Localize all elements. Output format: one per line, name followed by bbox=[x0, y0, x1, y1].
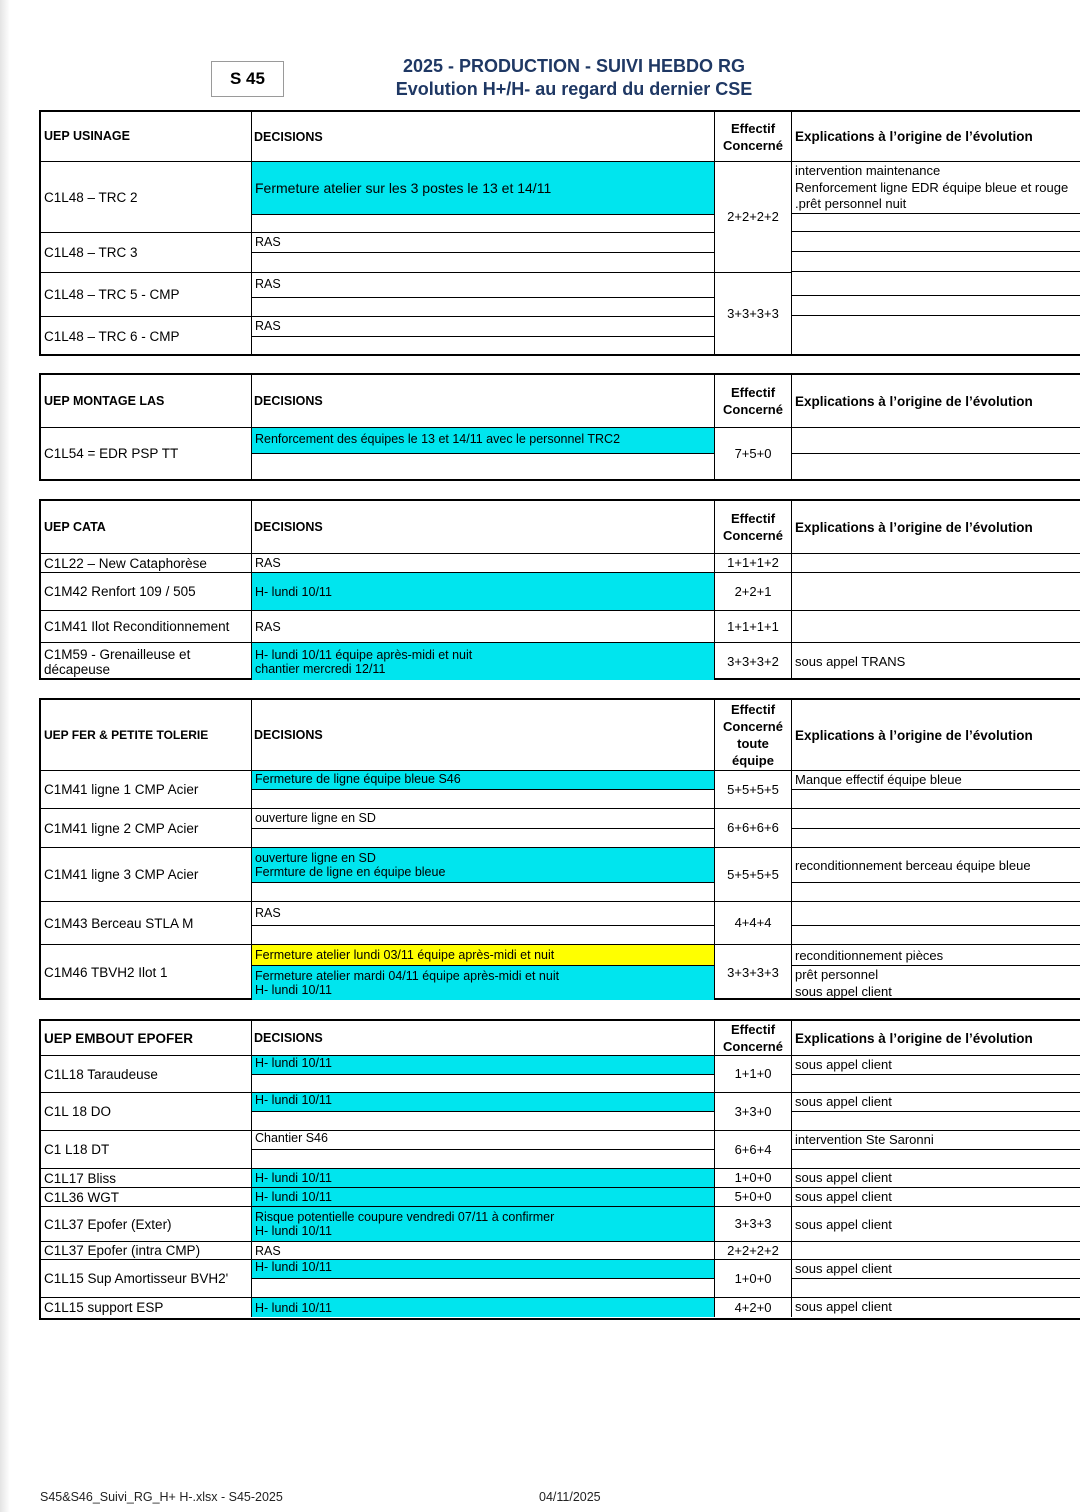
section-name: UEP EMBOUT EPOFER bbox=[44, 1030, 194, 1046]
line-label: C1M41 ligne 1 CMP Acier bbox=[44, 782, 199, 797]
decision-line: Renforcement des équipes le 13 et 14/11 avec le personnel TRC2 bbox=[252, 428, 714, 454]
line-label: C1L37 Epofer (Exter) bbox=[44, 1216, 172, 1232]
effectif-value: 1+0+0 bbox=[714, 1260, 791, 1297]
explication-line bbox=[792, 902, 1080, 926]
decisions-header: DECISIONS bbox=[251, 375, 714, 427]
decision-line: Fermeture atelier sur les 3 postes le 13 et 14/11 bbox=[252, 162, 714, 215]
line-label: C1M42 Renfort 109 / 505 bbox=[44, 584, 196, 599]
table-row bbox=[41, 1187, 1080, 1206]
line-label: C1 L18 DT bbox=[44, 1142, 110, 1157]
footer-date: 04/11/2025 bbox=[539, 1490, 601, 1504]
explication-cell bbox=[791, 771, 1080, 808]
effectif-value: 6+6+4 bbox=[714, 1131, 791, 1168]
explication-cell bbox=[791, 848, 1080, 901]
decision-line bbox=[252, 883, 714, 901]
effectif-value: 7+5+0 bbox=[714, 428, 791, 479]
decision-line bbox=[252, 298, 714, 316]
effectif-header bbox=[714, 375, 791, 427]
decision-cell bbox=[251, 643, 714, 680]
section-name: UEP MONTAGE LAS bbox=[44, 393, 165, 408]
decision-line: RAS bbox=[252, 317, 714, 337]
line-label: C1L22 – New Cataphorèse bbox=[44, 555, 207, 571]
decision-line bbox=[252, 790, 714, 808]
effectif-value: 6+6+6+6 bbox=[714, 809, 791, 847]
explication-line bbox=[792, 454, 1080, 479]
decisions-header: DECISIONS bbox=[251, 501, 714, 553]
week-label: S 45 bbox=[211, 61, 284, 97]
decision-cell bbox=[251, 771, 714, 808]
explication-line: reconditionnement berceau équipe bleue bbox=[792, 848, 1080, 883]
decision-cell bbox=[251, 1188, 714, 1206]
decision-line: RAS bbox=[255, 1243, 281, 1258]
decision-cell bbox=[251, 573, 714, 610]
line-label: C1M41 ligne 3 CMP Acier bbox=[44, 867, 199, 882]
explication-cell bbox=[791, 573, 1080, 610]
decision-cell bbox=[251, 317, 714, 355]
explication-line bbox=[792, 554, 1080, 572]
explication-line: sous appel client bbox=[795, 1189, 892, 1204]
explication-cell bbox=[791, 1260, 1080, 1297]
explication-line: Manque effectif équipe bleue bbox=[792, 771, 1080, 790]
decision-block bbox=[252, 966, 714, 1000]
section-header bbox=[41, 1021, 1080, 1055]
section-cata bbox=[39, 499, 1080, 680]
decision-line: Risque potentielle coupure vendredi 07/11 à confirmer bbox=[255, 1210, 555, 1224]
explication-line: reconditionnement pièces bbox=[792, 945, 1080, 966]
usinage-body bbox=[41, 161, 1080, 355]
table-row bbox=[41, 1297, 1080, 1317]
effectif-header-line: Effectif bbox=[730, 385, 776, 400]
effectif-header bbox=[714, 1021, 791, 1055]
effectif-header-line: Concerné bbox=[723, 528, 783, 543]
explication-line: sous appel client bbox=[792, 1093, 1080, 1112]
line-label bbox=[41, 643, 251, 680]
explication-cell bbox=[791, 902, 1080, 944]
effectif-header bbox=[714, 700, 791, 770]
explication-line bbox=[792, 573, 1080, 610]
explication-line bbox=[792, 1242, 1080, 1259]
decision-cell bbox=[251, 1242, 714, 1259]
decisions-header: DECISIONS bbox=[251, 700, 714, 770]
effectif-column bbox=[714, 162, 791, 355]
decision-line: H- lundi 10/11 bbox=[252, 1056, 714, 1075]
effectif-header-line: Concerné bbox=[723, 137, 783, 153]
explication-line: sous appel client bbox=[795, 1170, 892, 1185]
effectif-value: 3+3+3+3 bbox=[727, 306, 779, 321]
explication-line bbox=[792, 809, 1080, 829]
effectif-value: 5+0+0 bbox=[714, 1188, 791, 1206]
explication-cell bbox=[791, 1056, 1080, 1092]
explication-cell bbox=[791, 1207, 1080, 1241]
effectif-header-line: équipe bbox=[732, 753, 774, 768]
table-row bbox=[41, 944, 1080, 1000]
explications-header: Explications à l’origine de l’évolution bbox=[791, 1021, 1080, 1055]
decision-line bbox=[252, 926, 714, 944]
section-name: UEP CATA bbox=[44, 519, 106, 534]
table-row bbox=[41, 316, 714, 355]
explication-line bbox=[792, 296, 1080, 316]
decision-cell bbox=[251, 273, 714, 316]
decision-line: H- lundi 10/11 bbox=[252, 573, 714, 610]
line-label: C1L48 – TRC 6 - CMP bbox=[44, 328, 180, 344]
table-row bbox=[41, 1241, 1080, 1259]
effectif-value: 3+3+3 bbox=[714, 1207, 791, 1241]
explication-cell bbox=[791, 428, 1080, 479]
effectif-value: 1+0+0 bbox=[714, 1169, 791, 1187]
page-title bbox=[330, 55, 818, 101]
line-label: C1L48 – TRC 5 - CMP bbox=[44, 287, 180, 302]
explication-cell bbox=[791, 1131, 1080, 1168]
effectif-header-line: Concerné bbox=[723, 1039, 783, 1054]
decision-cell bbox=[251, 1260, 714, 1297]
explication-line: sous appel client bbox=[795, 984, 892, 999]
table-row bbox=[41, 901, 1080, 944]
decision-line: RAS bbox=[252, 273, 714, 298]
explication-line bbox=[792, 316, 1080, 355]
explication-line bbox=[792, 1279, 1080, 1297]
explication-line: prêt personnel bbox=[795, 967, 879, 982]
effectif-header-line: Effectif bbox=[730, 120, 776, 136]
page-edge-shadow bbox=[0, 0, 10, 1512]
section-header bbox=[41, 375, 1080, 427]
explication-cell bbox=[791, 945, 1080, 1000]
effectif-header bbox=[714, 501, 791, 553]
line-label: C1L15 Sup Amortisseur BVH2' bbox=[44, 1271, 229, 1286]
table-row bbox=[41, 1092, 1080, 1130]
explication-cell bbox=[791, 1188, 1080, 1206]
decisions-header: DECISIONS bbox=[251, 1021, 714, 1055]
section-header bbox=[41, 501, 1080, 553]
explications-header: Explications à l’origine de l’évolution bbox=[791, 112, 1080, 161]
decision-line: Fermture de ligne en équipe bleue bbox=[255, 865, 446, 879]
footer-filename: S45&S46_Suivi_RG_H+ H-.xlsx - S45-2025 bbox=[40, 1490, 283, 1504]
decision-line bbox=[252, 829, 714, 847]
line-label-part: décapeuse bbox=[44, 661, 111, 677]
line-label: C1L 18 DO bbox=[44, 1104, 112, 1119]
line-label: C1L48 – TRC 2 bbox=[44, 189, 138, 205]
table-row bbox=[41, 572, 1080, 610]
table-row bbox=[41, 1206, 1080, 1241]
effectif-value: 3+3+3+2 bbox=[714, 643, 791, 680]
table-row bbox=[41, 232, 714, 272]
section-header bbox=[41, 700, 1080, 770]
line-label: C1L18 Taraudeuse bbox=[44, 1066, 158, 1082]
decision-line: H- lundi 10/11 bbox=[255, 1224, 332, 1238]
effectif-value: 3+3+3+3 bbox=[714, 945, 791, 1000]
explication-line bbox=[792, 1075, 1080, 1092]
section-fer bbox=[39, 698, 1080, 1000]
decision-block bbox=[252, 848, 714, 883]
decision-line: RAS bbox=[255, 619, 281, 634]
effectif-value: 4+2+0 bbox=[714, 1298, 791, 1317]
explication-cell bbox=[791, 809, 1080, 847]
decision-cell bbox=[251, 162, 714, 232]
explication-line bbox=[792, 252, 1080, 272]
table-row bbox=[41, 610, 1080, 642]
line-label-part: C1M59 - Grenailleuse et bbox=[44, 646, 191, 662]
effectif-header-line: Concerné bbox=[723, 719, 783, 734]
decision-line: H- lundi 10/11 bbox=[252, 1298, 714, 1317]
effectif-value: 2+2+2+2 bbox=[714, 1242, 791, 1259]
section-embout bbox=[39, 1019, 1080, 1320]
effectif-value: 5+5+5+5 bbox=[714, 771, 791, 808]
decision-line: H- lundi 10/11 bbox=[252, 1260, 714, 1279]
decision-cell bbox=[251, 1131, 714, 1168]
decision-line: H- lundi 10/11 bbox=[252, 1188, 714, 1206]
effectif-value: 1+1+1+1 bbox=[714, 611, 791, 642]
explications-header: Explications à l’origine de l’évolution bbox=[791, 375, 1080, 427]
decision-cell bbox=[251, 848, 714, 901]
decision-line bbox=[252, 215, 714, 232]
explication-line bbox=[792, 272, 1080, 296]
decision-line: H- lundi 10/11 bbox=[252, 1169, 714, 1187]
line-label: C1M41 ligne 2 CMP Acier bbox=[44, 820, 199, 836]
explication-line bbox=[792, 1150, 1080, 1168]
decision-line: Chantier S46 bbox=[252, 1131, 714, 1150]
explication-line: sous appel TRANS bbox=[795, 654, 906, 669]
table-row bbox=[41, 770, 1080, 808]
decision-line bbox=[252, 1112, 714, 1130]
effectif-header-line: Concerné bbox=[723, 402, 783, 417]
decision-line: ouverture ligne en SD bbox=[252, 809, 714, 829]
decision-line: Fermeture atelier mardi 04/11 équipe après-midi et nuit bbox=[255, 969, 560, 983]
explication-line: Renforcement ligne EDR équipe bleue et rouge bbox=[795, 180, 1069, 195]
table-row bbox=[41, 808, 1080, 847]
decision-line: H- lundi 10/11 bbox=[252, 1093, 714, 1112]
explication-line: sous appel client bbox=[792, 1056, 1080, 1075]
decision-cell bbox=[251, 611, 714, 642]
effectif-header-line: toute bbox=[737, 736, 769, 751]
effectif-value: 1+1+0 bbox=[714, 1056, 791, 1092]
decision-cell bbox=[251, 809, 714, 847]
table-row bbox=[41, 1168, 1080, 1187]
effectif-value: 1+1+1+2 bbox=[714, 554, 791, 572]
decision-line bbox=[252, 337, 714, 355]
explication-line bbox=[792, 214, 1080, 232]
explication-cell bbox=[791, 1242, 1080, 1259]
table-row bbox=[41, 272, 714, 316]
decision-line bbox=[252, 1150, 714, 1168]
explication-line bbox=[792, 883, 1080, 901]
table-row bbox=[41, 847, 1080, 901]
decisions-header: DECISIONS bbox=[251, 112, 714, 161]
line-label: C1M41 Ilot Reconditionnement bbox=[44, 619, 230, 634]
section-usinage bbox=[39, 110, 1080, 356]
effectif-value: 5+5+5+5 bbox=[714, 848, 791, 901]
line-label: C1L37 Epofer (intra CMP) bbox=[44, 1243, 201, 1258]
section-header bbox=[41, 112, 1080, 161]
table-row bbox=[41, 642, 1080, 680]
table-row bbox=[41, 1130, 1080, 1168]
line-label: C1L48 – TRC 3 bbox=[44, 245, 138, 260]
decision-line bbox=[252, 253, 714, 272]
usinage-left bbox=[41, 162, 714, 355]
effectif-header-line: Effectif bbox=[730, 1022, 776, 1037]
decision-line: ouverture ligne en SD bbox=[255, 851, 376, 865]
explications-header: Explications à l’origine de l’évolution bbox=[791, 501, 1080, 553]
decision-line: RAS bbox=[255, 556, 281, 570]
effectif-value: 2+2+1 bbox=[714, 573, 791, 610]
explication-line: sous appel client bbox=[795, 1216, 892, 1232]
title-line-1: 2025 - PRODUCTION - SUIVI HEBDO RG bbox=[402, 56, 746, 76]
explication-cell bbox=[791, 611, 1080, 642]
explication-line bbox=[792, 926, 1080, 944]
title-line-2: Evolution H+/H- au regard du dernier CSE bbox=[395, 79, 753, 99]
decision-cell bbox=[251, 1056, 714, 1092]
explication-line bbox=[792, 829, 1080, 847]
line-label: C1L54 = EDR PSP TT bbox=[44, 446, 179, 461]
decision-line bbox=[252, 1279, 714, 1297]
explications-header: Explications à l’origine de l’évolution bbox=[791, 700, 1080, 770]
decision-cell bbox=[251, 945, 714, 1000]
decision-cell bbox=[251, 902, 714, 944]
table-row bbox=[41, 553, 1080, 572]
decision-cell bbox=[251, 1093, 714, 1130]
decision-cell bbox=[251, 428, 714, 479]
table-row bbox=[41, 162, 714, 232]
explication-cell bbox=[791, 1169, 1080, 1187]
decision-line bbox=[252, 454, 714, 479]
table-row bbox=[41, 1055, 1080, 1092]
decision-line: H- lundi 10/11 équipe après-midi et nuit bbox=[255, 647, 473, 662]
explication-cell bbox=[791, 1298, 1080, 1317]
line-label: C1L17 Bliss bbox=[44, 1170, 117, 1186]
effectif-header-line: Effectif bbox=[730, 702, 776, 717]
explication-line: intervention maintenance bbox=[795, 163, 941, 178]
decision-line: Fermeture de ligne équipe bleue S46 bbox=[252, 771, 714, 790]
line-label: C1L36 WGT bbox=[44, 1189, 120, 1205]
explication-line: sous appel client bbox=[795, 1299, 892, 1314]
explication-cell bbox=[791, 643, 1080, 680]
effectif-value: 3+3+0 bbox=[714, 1093, 791, 1130]
explication-line: intervention Ste Saronni bbox=[792, 1131, 1080, 1150]
explication-line bbox=[792, 790, 1080, 808]
effectif-header-line: Effectif bbox=[730, 511, 776, 526]
decision-line: RAS bbox=[252, 902, 714, 926]
explication-line: sous appel client bbox=[792, 1260, 1080, 1279]
decision-cell bbox=[251, 233, 714, 272]
explication-line bbox=[792, 232, 1080, 252]
decision-cell bbox=[251, 554, 714, 572]
explications-column bbox=[791, 162, 1080, 355]
decision-line: H- lundi 10/11 bbox=[255, 983, 332, 997]
table-row bbox=[41, 1259, 1080, 1297]
explication-cell bbox=[791, 554, 1080, 572]
section-name: UEP USINAGE bbox=[44, 129, 130, 143]
line-label: C1L15 support ESP bbox=[44, 1300, 164, 1315]
explication-line: .prêt personnel nuit bbox=[792, 196, 1080, 214]
decision-cell bbox=[251, 1298, 714, 1317]
line-label: C1M46 TBVH2 Ilot 1 bbox=[44, 965, 168, 980]
decision-line: chantier mercredi 12/11 bbox=[255, 661, 386, 676]
decision-line bbox=[252, 1075, 714, 1092]
line-label: C1M43 Berceau STLA M bbox=[44, 915, 194, 931]
effectif-header bbox=[714, 112, 791, 161]
decision-cell bbox=[251, 1169, 714, 1187]
explication-cell bbox=[791, 1093, 1080, 1130]
effectif-value: 4+4+4 bbox=[714, 902, 791, 944]
decision-cell bbox=[251, 1207, 714, 1241]
table-row bbox=[41, 427, 1080, 479]
section-montage bbox=[39, 373, 1080, 481]
explication-line bbox=[792, 611, 1080, 642]
decision-line: Fermeture atelier lundi 03/11 équipe après-midi et nuit bbox=[252, 945, 714, 966]
decision-line: RAS bbox=[252, 233, 714, 253]
explication-line bbox=[792, 1112, 1080, 1130]
effectif-value: 2+2+2+2 bbox=[715, 162, 791, 273]
section-name: UEP FER & PETITE TOLERIE bbox=[44, 727, 209, 742]
explication-line bbox=[792, 428, 1080, 454]
